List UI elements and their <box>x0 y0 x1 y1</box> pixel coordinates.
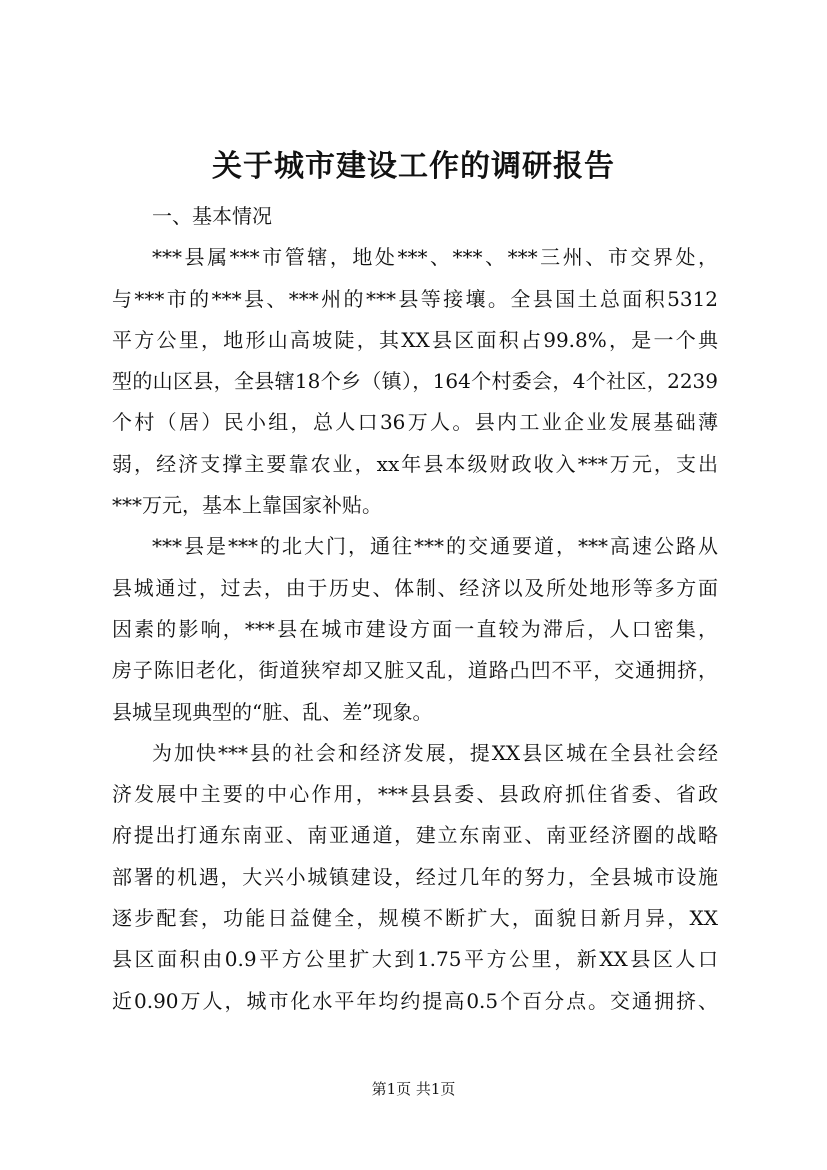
body-line: ***万元，基本上靠国家补贴。 <box>112 493 382 518</box>
page-footer: 第1页 共1页 <box>371 1080 456 1098</box>
body-line: 济发展中主要的中心作用，***县县委、县政府抓住省委、省政 <box>112 782 718 807</box>
body-line: ***县是***的北大门，通往***的交通要道，***高速公路从 <box>152 534 718 559</box>
body-line: 与***市的***县、***州的***县等接壤。全县国土总面积5312 <box>112 286 718 311</box>
body-line: 型的山区县，全县辖18个乡（镇），164个村委会，4个社区，2239 <box>112 369 718 394</box>
body-line: 个村（居）民小组，总人口36万人。县内工业企业发展基础薄 <box>112 410 718 435</box>
body-line: 弱，经济支撑主要靠农业，xx年县本级财政收入***万元，支出 <box>112 451 718 476</box>
document-title: 关于城市建设工作的调研报告 <box>212 149 615 184</box>
body-line: 县城通过，过去，由于历史、体制、经济以及所处地形等多方面 <box>112 575 718 600</box>
body-line: 县区面积由0.9平方公里扩大到1.75平方公里，新XX县区人口 <box>112 947 718 972</box>
body-line: 房子陈旧老化，街道狭窄却又脏又乱，道路凸凹不平，交通拥挤， <box>112 658 718 683</box>
body-line: 平方公里，地形山高坡陡，其XX县区面积占99.8%，是一个典 <box>112 327 718 352</box>
body-line: 县城呈现典型的“脏、乱、差”现象。 <box>112 699 433 724</box>
body-line: ***县属***市管辖，地处***、***、***三州、市交界处， <box>152 245 718 270</box>
body-line: 部署的机遇，大兴小城镇建设，经过几年的努力，全县城市设施 <box>112 864 718 889</box>
body-line: 为加快***县的社会和经济发展，提XX县区城在全县社会经 <box>152 740 718 765</box>
body-line: 一、基本情况 <box>152 204 272 228</box>
document-body <box>112 196 718 1022</box>
body-line: 府提出打通东南亚、南亚通道，建立东南亚、南亚经济圈的战略 <box>112 823 718 848</box>
body-line: 近0.90万人，城市化水平年均约提高0.5个百分点。交通拥挤、 <box>112 988 718 1013</box>
body-line: 逐步配套，功能日益健全，规模不断扩大，面貌日新月异，XX <box>112 906 718 931</box>
body-line: 因素的影响，***县在城市建设方面一直较为滞后，人口密集， <box>112 616 718 641</box>
